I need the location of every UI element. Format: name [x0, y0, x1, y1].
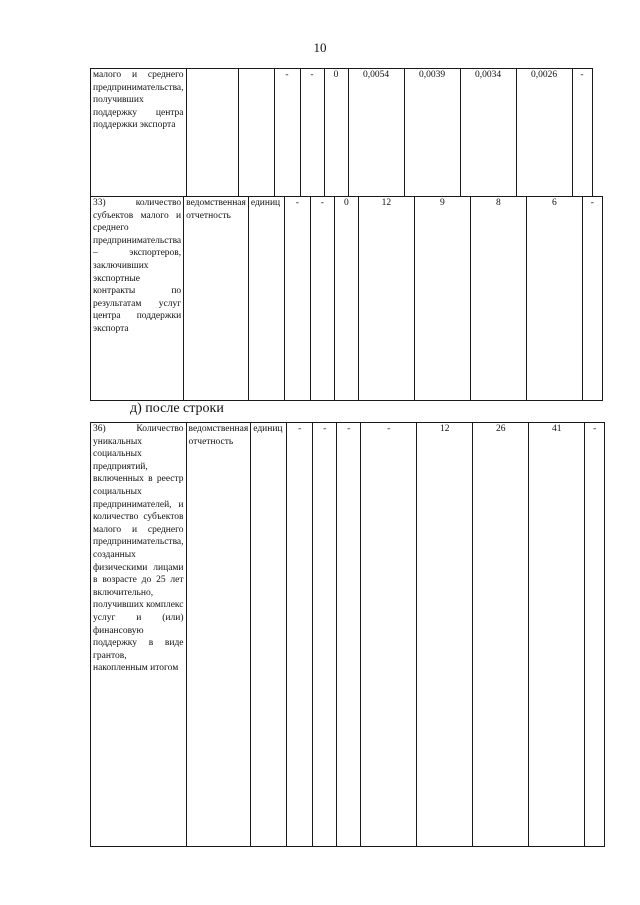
value-cell: 6 [526, 197, 582, 401]
table-row [91, 69, 593, 197]
page-number: 10 [313, 40, 327, 55]
value-cell: 9 [414, 197, 470, 401]
value-cell: 0 [334, 197, 358, 401]
table-row [91, 197, 603, 401]
value-cell: - [284, 197, 310, 401]
indicator-source [186, 69, 238, 197]
value-cell: 0,0039 [404, 69, 460, 197]
value-cell: 12 [417, 423, 473, 847]
indicators-table-row-33 [90, 196, 603, 401]
indicator-source: ведомственная отчетность [184, 197, 249, 401]
value-cell: 26 [473, 423, 529, 847]
value-cell: - [287, 423, 313, 847]
indicator-source: ведомственная отчетность [186, 423, 251, 847]
value-cell: 12 [358, 197, 414, 401]
value-cell: 0,0034 [460, 69, 516, 197]
value-cell: - [310, 197, 334, 401]
section-heading: д) после строки [130, 401, 224, 416]
value-cell: - [313, 423, 337, 847]
indicators-table-continuation [90, 68, 593, 197]
value-cell: 41 [529, 423, 585, 847]
value-cell: 8 [470, 197, 526, 401]
value-cell: - [572, 69, 592, 197]
value-cell: 0,0054 [348, 69, 404, 197]
indicator-unit: единиц [248, 197, 284, 401]
value-cell: - [582, 197, 602, 401]
indicator-name: 36) Количество уникальных социальных предприятий, включенных в реестр социальных предпринимателей, и количество субъектов малого и среднего предпринимательства, созданных физическими лицами в возрасте до 25 лет включительно, получивших комплекс услуг и (или) финансовую поддержку в виде грантов, накопленным итогом [91, 423, 187, 847]
indicator-unit: единиц [251, 423, 287, 847]
value-cell: - [337, 423, 361, 847]
value-cell: - [300, 69, 324, 197]
table-row [91, 423, 605, 847]
indicator-name: малого и среднего предпринимательства, получивших поддержку центра поддержки экспорта [91, 69, 187, 197]
indicator-name: 33) количество субъектов малого и среднего предпринимательства – экспортеров, заключивших экспортные контракты по результатам услуг центра поддержки экспорта [91, 197, 184, 401]
value-cell: 0,0026 [516, 69, 572, 197]
indicators-table-row-36 [90, 422, 605, 847]
value-cell: 0 [324, 69, 348, 197]
indicator-unit [238, 69, 274, 197]
value-cell: - [361, 423, 417, 847]
value-cell: - [585, 423, 605, 847]
value-cell: - [274, 69, 300, 197]
